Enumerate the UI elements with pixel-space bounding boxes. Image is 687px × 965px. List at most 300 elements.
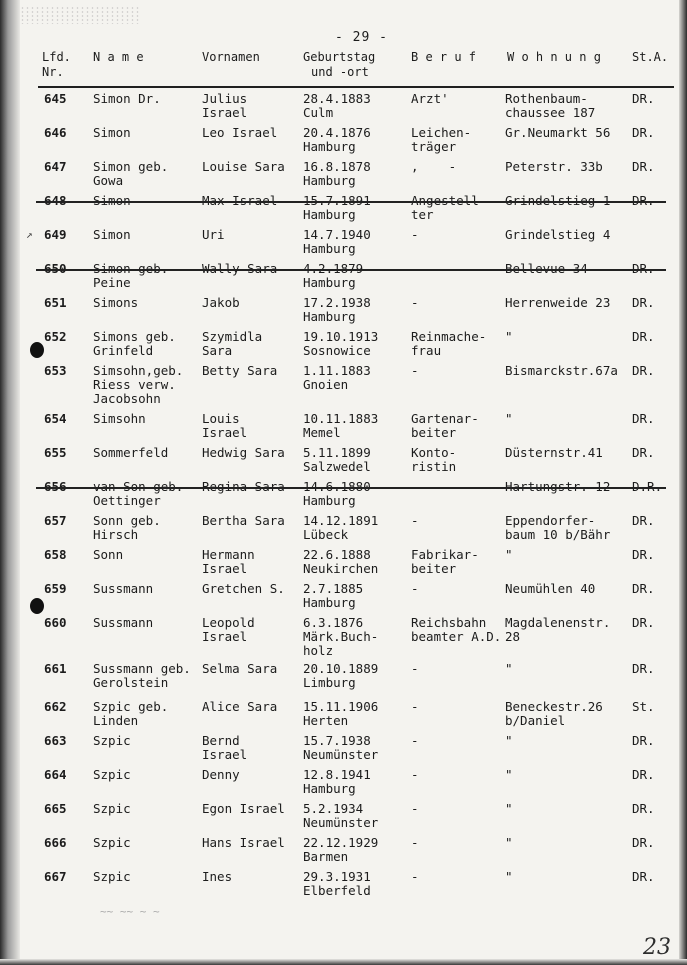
occupation-cell-line: Fabrikar- <box>411 547 479 562</box>
birth-cell <box>303 582 363 610</box>
occupation-cell <box>411 582 419 596</box>
occupation-cell <box>411 514 419 528</box>
header-nr: Nr. <box>42 65 64 79</box>
row-number-line: 652 <box>44 329 67 344</box>
occupation-cell <box>411 92 449 106</box>
occupation-cell-line: Gartenar- <box>411 411 479 426</box>
citizenship-cell-line: DR. <box>632 767 655 782</box>
citizenship-cell-line: DR. <box>632 91 655 106</box>
scan-edge-bottom <box>0 959 687 965</box>
surname-cell-line: Simons geb. <box>93 329 176 344</box>
surname-cell <box>93 836 131 850</box>
citizenship-cell <box>632 296 655 310</box>
strikethrough-line <box>36 487 666 489</box>
occupation-cell-line: Leichen- <box>411 125 472 140</box>
given-names-cell-line: Israel <box>202 105 248 120</box>
address-cell-line: " <box>505 329 513 344</box>
citizenship-cell <box>632 160 655 174</box>
given-names-cell <box>202 734 247 762</box>
row-number <box>44 92 67 106</box>
occupation-cell-line: - <box>411 835 419 850</box>
citizenship-cell-line: DR. <box>632 869 655 884</box>
address-cell <box>505 160 603 174</box>
address-cell <box>505 582 595 596</box>
address-cell-line: " <box>505 869 513 884</box>
row-number <box>44 700 67 714</box>
given-names-cell <box>202 228 225 242</box>
birth-cell-line: holz <box>303 643 334 658</box>
row-number <box>44 364 67 378</box>
given-names-cell <box>202 92 247 120</box>
birth-cell-line: 5.2.1934 <box>303 801 364 816</box>
surname-cell <box>93 662 191 690</box>
row-number-line: 651 <box>44 295 67 310</box>
given-names-cell-line: Szymidla <box>202 329 263 344</box>
surname-cell-line: Simon Dr. <box>93 91 161 106</box>
occupation-cell <box>411 802 419 816</box>
given-names-cell <box>202 802 285 816</box>
address-cell <box>505 734 513 748</box>
birth-cell-line: Neumünster <box>303 747 379 762</box>
birth-cell-line: 22.6.1888 <box>303 547 371 562</box>
surname-cell <box>93 734 131 748</box>
header-geburtstag: Geburtstag <box>303 50 376 64</box>
occupation-cell <box>411 836 419 850</box>
surname-cell <box>93 126 131 140</box>
address-cell <box>505 92 595 120</box>
given-names-cell <box>202 548 255 576</box>
row-number <box>44 228 67 242</box>
occupation-cell <box>411 548 479 576</box>
citizenship-cell <box>632 92 655 106</box>
birth-cell-line: Hamburg <box>303 493 356 508</box>
row-number-line: 664 <box>44 767 67 782</box>
given-names-cell-line: Bertha Sara <box>202 513 285 528</box>
occupation-cell-line: - <box>411 661 419 676</box>
occupation-cell-line: - <box>411 363 419 378</box>
birth-cell-line: Hamburg <box>303 241 356 256</box>
citizenship-cell-line: DR. <box>632 411 655 426</box>
address-cell <box>505 836 513 850</box>
row-number <box>44 330 67 344</box>
given-names-cell <box>202 836 285 850</box>
address-cell-line: baum 10 b/Bähr <box>505 527 611 542</box>
birth-cell <box>303 364 371 392</box>
citizenship-cell <box>632 412 655 426</box>
address-cell-line: 28 <box>505 629 521 644</box>
given-names-cell-line: Ines <box>202 869 233 884</box>
table-row <box>0 662 687 702</box>
surname-cell-line: Linden <box>93 713 139 728</box>
citizenship-cell-line: DR. <box>632 801 655 816</box>
occupation-cell <box>411 734 419 748</box>
birth-cell-line: 19.10.1913 <box>303 329 379 344</box>
occupation-cell <box>411 700 419 714</box>
address-cell-line: Magdalenenstr. <box>505 615 611 630</box>
given-names-cell-line: Uri <box>202 227 225 242</box>
table-row <box>0 364 687 404</box>
given-names-cell-line: Sara <box>202 343 233 358</box>
given-names-cell-line: Jakob <box>202 295 240 310</box>
citizenship-cell-line: DR. <box>632 581 655 596</box>
surname-cell-line: Szpic <box>93 733 131 748</box>
row-number-line: 645 <box>44 91 67 106</box>
row-number-line: 667 <box>44 869 67 884</box>
occupation-cell-line: - <box>411 581 419 596</box>
given-names-cell-line: Alice Sara <box>202 699 278 714</box>
birth-cell-line: Hamburg <box>303 173 356 188</box>
occupation-cell <box>411 364 419 378</box>
occupation-cell <box>411 870 419 884</box>
birth-cell-line: Culm <box>303 105 334 120</box>
surname-cell-line: Gowa <box>93 173 124 188</box>
surname-cell-line: Szpic <box>93 767 131 782</box>
address-cell <box>505 548 513 562</box>
citizenship-cell-line: St. <box>632 699 655 714</box>
given-names-cell <box>202 768 240 782</box>
occupation-cell-line: , - <box>411 159 457 174</box>
given-names-cell-line: Julius <box>202 91 248 106</box>
given-names-cell-line: Israel <box>202 747 248 762</box>
birth-cell-line: Hamburg <box>303 139 356 154</box>
row-number-line: 662 <box>44 699 67 714</box>
birth-cell-line: Lübeck <box>303 527 349 542</box>
row-number <box>44 870 67 884</box>
surname-cell-line: Sommerfeld <box>93 445 169 460</box>
address-cell-line: " <box>505 411 513 426</box>
given-names-cell-line: Israel <box>202 425 248 440</box>
row-number-line: 649 <box>44 227 67 242</box>
birth-cell-line: 29.3.1931 <box>303 869 371 884</box>
occupation-cell <box>411 228 419 242</box>
occupation-cell <box>411 160 456 174</box>
address-cell <box>505 514 610 542</box>
given-names-cell <box>202 330 262 358</box>
address-cell <box>505 412 513 426</box>
given-names-cell-line: Gretchen S. <box>202 581 285 596</box>
birth-cell-line: 22.12.1929 <box>303 835 379 850</box>
given-names-cell-line: Israel <box>202 629 248 644</box>
row-number-line: 655 <box>44 445 67 460</box>
row-number-line: 658 <box>44 547 67 562</box>
address-cell-line: " <box>505 733 513 748</box>
surname-cell <box>93 92 161 106</box>
birth-cell <box>303 802 378 830</box>
occupation-cell <box>411 330 486 358</box>
birth-cell-line: Sosnowice <box>303 343 371 358</box>
surname-cell-line: Simons <box>93 295 139 310</box>
citizenship-cell <box>632 514 655 528</box>
birth-cell-line: 17.2.1938 <box>303 295 371 310</box>
row-number <box>44 662 67 676</box>
address-cell-line: chaussee 187 <box>505 105 596 120</box>
header-vornamen: Vornamen <box>202 50 260 64</box>
given-names-cell-line: Hedwig Sara <box>202 445 285 460</box>
occupation-cell <box>411 296 419 310</box>
address-cell-line: " <box>505 661 513 676</box>
citizenship-cell-line: DR. <box>632 835 655 850</box>
surname-cell <box>93 296 138 310</box>
surname-cell-line: Szpic <box>93 835 131 850</box>
row-number <box>44 802 67 816</box>
birth-cell-line: Märk.Buch- <box>303 629 379 644</box>
row-number-line: 647 <box>44 159 67 174</box>
table-row <box>0 870 687 910</box>
row-number <box>44 616 67 630</box>
row-number <box>44 836 67 850</box>
citizenship-cell <box>632 734 655 748</box>
row-number <box>44 768 67 782</box>
birth-cell-line: 20.10.1889 <box>303 661 379 676</box>
surname-cell-line: Sussmann <box>93 581 154 596</box>
address-cell-line: Peterstr. 33b <box>505 159 603 174</box>
birth-cell-line: 6.3.1876 <box>303 615 364 630</box>
birth-cell <box>303 194 371 222</box>
row-number <box>44 160 67 174</box>
row-number <box>44 548 67 562</box>
given-names-cell-line: Leo Israel <box>202 125 278 140</box>
surname-cell-line: Gerolstein <box>93 675 169 690</box>
citizenship-cell <box>632 548 655 562</box>
surname-cell <box>93 160 168 188</box>
citizenship-cell-line: DR. <box>632 661 655 676</box>
surname-cell <box>93 364 183 406</box>
given-names-cell <box>202 662 277 676</box>
citizenship-cell-line: DR. <box>632 513 655 528</box>
birth-cell-line: Memel <box>303 425 341 440</box>
occupation-cell-line: beiter <box>411 561 457 576</box>
address-cell-line: Herrenweide 23 <box>505 295 611 310</box>
address-cell-line: Neumühlen 40 <box>505 581 596 596</box>
citizenship-cell <box>632 802 655 816</box>
given-names-cell <box>202 514 285 528</box>
birth-cell <box>303 768 371 796</box>
citizenship-cell <box>632 330 655 344</box>
scan-noise <box>20 6 140 24</box>
header-name: N a m e <box>93 50 144 64</box>
corner-page-number: 23 <box>643 935 671 960</box>
row-number <box>44 126 67 140</box>
surname-cell <box>93 262 168 290</box>
citizenship-cell <box>632 700 655 714</box>
margin-mark: ↗ <box>26 228 33 241</box>
address-cell-line: " <box>505 767 513 782</box>
birth-cell <box>303 480 371 508</box>
surname-cell <box>93 700 168 728</box>
given-names-cell-line: Egon Israel <box>202 801 285 816</box>
given-names-cell <box>202 412 247 440</box>
surname-cell <box>93 548 123 562</box>
surname-cell-line: Grinfeld <box>93 343 154 358</box>
birth-cell-line: Barmen <box>303 849 349 864</box>
address-cell-line: b/Daniel <box>505 713 566 728</box>
address-cell <box>505 700 603 728</box>
header-rule <box>38 86 674 88</box>
occupation-cell-line: beiter <box>411 425 457 440</box>
given-names-cell-line: Bernd <box>202 733 240 748</box>
citizenship-cell <box>632 836 655 850</box>
occupation-cell-line: - <box>411 733 419 748</box>
occupation-cell-line: beamter A.D. <box>411 629 502 644</box>
given-names-cell <box>202 446 285 460</box>
header-lfd: Lfd. <box>42 50 71 64</box>
surname-cell-line: Sussmann geb. <box>93 661 191 676</box>
address-cell-line: " <box>505 801 513 816</box>
citizenship-cell <box>632 662 655 676</box>
birth-cell <box>303 446 371 474</box>
strikethrough-line <box>36 269 666 271</box>
row-number-line: 660 <box>44 615 67 630</box>
occupation-cell <box>411 126 471 154</box>
header-und-ort: und -ort <box>311 65 369 79</box>
header-wohnung: W o h n u n g <box>507 50 601 64</box>
row-number <box>44 412 67 426</box>
surname-cell <box>93 228 131 242</box>
birth-cell-line: Hamburg <box>303 309 356 324</box>
surname-cell-line: Riess verw. <box>93 377 176 392</box>
address-cell <box>505 662 513 676</box>
given-names-cell-line: Israel <box>202 561 248 576</box>
occupation-cell-line: Reinmache- <box>411 329 487 344</box>
given-names-cell-line: Selma Sara <box>202 661 278 676</box>
birth-cell-line: 28.4.1883 <box>303 91 371 106</box>
surname-cell-line: Hirsch <box>93 527 139 542</box>
occupation-cell-line: - <box>411 801 419 816</box>
birth-cell-line: Hamburg <box>303 781 356 796</box>
address-cell-line: Grindelstieg 4 <box>505 227 611 242</box>
occupation-cell-line: ristin <box>411 459 457 474</box>
surname-cell <box>93 514 161 542</box>
page-number: - 29 - <box>335 30 388 45</box>
occupation-cell-line: - <box>411 699 419 714</box>
birth-cell-line: Herten <box>303 713 349 728</box>
citizenship-cell-line: DR. <box>632 615 655 630</box>
birth-cell <box>303 330 378 358</box>
birth-cell <box>303 228 371 256</box>
address-cell <box>505 296 610 310</box>
header-beruf: B e r u f <box>411 50 477 64</box>
citizenship-cell-line: DR. <box>632 125 655 140</box>
birth-cell <box>303 616 378 658</box>
bleed-through-text: ~~ ~~ ~ ~ <box>100 905 160 918</box>
birth-cell <box>303 548 378 576</box>
given-names-cell-line: Denny <box>202 767 240 782</box>
surname-cell <box>93 870 131 884</box>
citizenship-cell-line: DR. <box>632 547 655 562</box>
surname-cell-line: Sonn <box>93 547 124 562</box>
birth-cell-line: Salzwedel <box>303 459 371 474</box>
occupation-cell-line: - <box>411 767 419 782</box>
header-staatsangehoerigkeit: St.A. <box>632 50 669 64</box>
birth-cell-line: 10.11.1883 <box>303 411 379 426</box>
row-number <box>44 296 67 310</box>
given-names-cell <box>202 364 277 378</box>
surname-cell-line: Sonn geb. <box>93 513 161 528</box>
citizenship-cell-line: DR. <box>632 733 655 748</box>
row-number-line: 665 <box>44 801 67 816</box>
surname-cell <box>93 446 168 460</box>
given-names-cell <box>202 126 277 140</box>
surname-cell-line: Szpic <box>93 869 131 884</box>
surname-cell-line: Sussmann <box>93 615 154 630</box>
address-cell-line: Bismarckstr.67a <box>505 363 618 378</box>
birth-cell <box>303 262 363 290</box>
birth-cell <box>303 700 378 728</box>
birth-cell-line: Neukirchen <box>303 561 379 576</box>
row-number-line: 653 <box>44 363 67 378</box>
citizenship-cell <box>632 870 655 884</box>
address-cell-line: " <box>505 835 513 850</box>
row-number-line: 646 <box>44 125 67 140</box>
birth-cell <box>303 836 378 864</box>
surname-cell-line: Peine <box>93 275 131 290</box>
citizenship-cell-line: DR. <box>632 295 655 310</box>
surname-cell <box>93 768 131 782</box>
birth-cell-line: 2.7.1885 <box>303 581 364 596</box>
citizenship-cell <box>632 446 655 460</box>
citizenship-cell-line: DR. <box>632 445 655 460</box>
surname-cell-line: Szpic geb. <box>93 699 169 714</box>
birth-cell <box>303 412 378 440</box>
birth-cell <box>303 734 378 762</box>
birth-cell-line: 16.8.1878 <box>303 159 371 174</box>
given-names-cell-line: Leopold <box>202 615 255 630</box>
occupation-cell <box>411 412 479 440</box>
occupation-cell <box>411 768 419 782</box>
occupation-cell-line: träger <box>411 139 457 154</box>
table-row <box>0 616 687 656</box>
birth-cell-line: 15.7.1938 <box>303 733 371 748</box>
given-names-cell-line: Hermann <box>202 547 255 562</box>
birth-cell-line: 1.11.1883 <box>303 363 371 378</box>
row-number <box>44 446 67 460</box>
row-number <box>44 514 67 528</box>
address-cell-line: Gr.Neumarkt 56 <box>505 125 611 140</box>
citizenship-cell <box>632 768 655 782</box>
given-names-cell <box>202 870 232 884</box>
surname-cell <box>93 582 153 596</box>
occupation-cell <box>411 662 419 676</box>
row-number-line: 661 <box>44 661 67 676</box>
given-names-cell <box>202 296 240 310</box>
citizenship-cell <box>632 616 655 630</box>
surname-cell-line: Oettinger <box>93 493 161 508</box>
occupation-cell-line: ter <box>411 207 434 222</box>
surname-cell-line: Simon geb. <box>93 159 169 174</box>
birth-cell <box>303 126 371 154</box>
occupation-cell-line: - <box>411 513 419 528</box>
birth-cell-line: 20.4.1876 <box>303 125 371 140</box>
row-number-line: 659 <box>44 581 67 596</box>
address-cell <box>505 228 610 242</box>
occupation-cell-line: - <box>411 295 419 310</box>
occupation-cell <box>411 194 486 222</box>
occupation-cell-line: - <box>411 869 419 884</box>
occupation-cell-line: frau <box>411 343 442 358</box>
birth-cell-line: Hamburg <box>303 275 356 290</box>
address-cell <box>505 802 513 816</box>
birth-cell <box>303 160 371 188</box>
address-cell <box>505 768 513 782</box>
address-cell-line: " <box>505 547 513 562</box>
surname-cell-line: Simon <box>93 125 131 140</box>
address-cell-line: Rothenbaum- <box>505 91 588 106</box>
given-names-cell-line: Betty Sara <box>202 363 278 378</box>
row-number-line: 663 <box>44 733 67 748</box>
row-number-line: 657 <box>44 513 67 528</box>
row-number-line: 654 <box>44 411 67 426</box>
given-names-cell <box>202 160 285 174</box>
